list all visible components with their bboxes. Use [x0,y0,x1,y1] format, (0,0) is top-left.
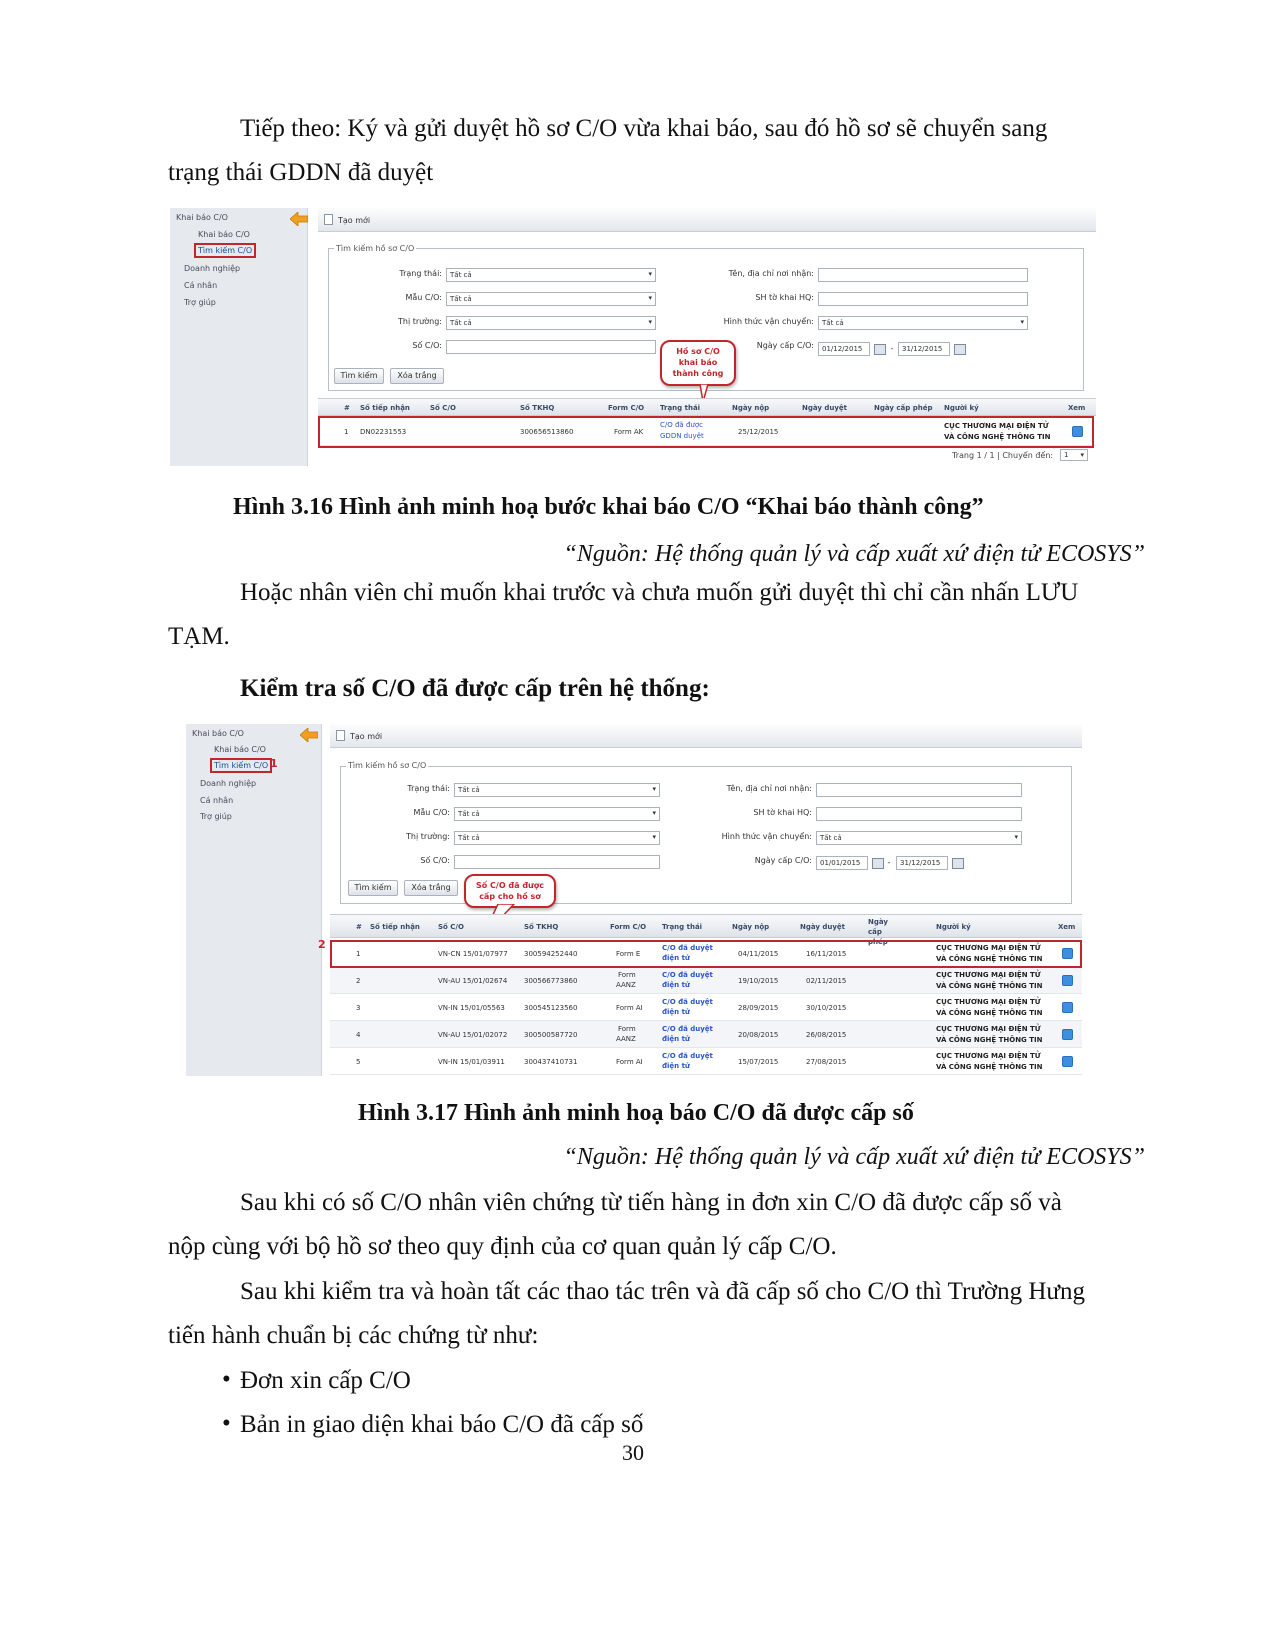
sidebar-item-tro-giup[interactable]: Trợ giúp [184,298,216,307]
table-row[interactable] [330,1021,1082,1048]
row-co-number: VN-IN 15/01/05563 [438,1004,505,1012]
marker-1: 1 [270,757,278,770]
row-approve-date: 27/08/2015 [806,1058,847,1066]
search-legend: Tìm kiếm hồ sơ C/O [336,244,415,253]
row-signer-1: CỤC THƯƠNG MẠI ĐIỆN TỬ [936,998,1041,1006]
new-document-icon[interactable] [324,214,333,225]
paragraph-2-line-2: TẠM. [168,623,230,650]
row-status-1: C/O đã duyệt [662,1025,713,1033]
date-dash: - [890,344,894,353]
market-select[interactable]: Tất cả ▾ [454,831,660,845]
sidebar-item-khai-bao-group[interactable]: Khai báo C/O [176,213,228,222]
transport-select[interactable]: Tất cả ▾ [816,831,1022,845]
row-submit-date: 15/07/2015 [738,1058,779,1066]
sidebar-item-khai-bao-group[interactable]: Khai báo C/O [192,729,244,738]
row-co-number: VN-CN 15/01/07977 [438,950,508,958]
sidebar-item-khai-bao[interactable]: Khai báo C/O [214,745,266,754]
row-submit-date: 25/12/2015 [738,428,779,436]
date-from-input[interactable]: 01/01/2015 [816,856,868,870]
col-view: Xem [1058,923,1076,931]
col-approve-date[interactable]: Ngày duyệt [800,923,846,931]
customs-input[interactable] [818,292,1028,306]
marker-2: 2 [318,938,326,951]
recipient-label: Tên, địa chỉ nơi nhận: [726,784,812,793]
main-panel [318,208,1096,466]
paragraph-4-line-1: Sau khi kiểm tra và hoàn tất các thao tác trên và đã cấp số cho C/O thì Trường Hưng [240,1278,1085,1305]
row-customs: 300566773860 [524,977,578,985]
issue-date-label: Ngày cấp C/O: [756,341,814,350]
calendar-from-icon[interactable] [872,858,884,869]
col-form[interactable]: Form C/O [608,404,645,412]
row-status-2: điện tử [662,1008,690,1016]
customs-input[interactable] [816,807,1022,821]
row-signer-2: VÀ CÔNG NGHỆ THÔNG TIN [936,1009,1043,1017]
row-signer-2: VÀ CÔNG NGHỆ THÔNG TIN [936,1036,1043,1044]
market-select[interactable]: Tất cả ▾ [446,316,656,330]
status-select[interactable]: Tất cả ▾ [454,783,660,797]
row-co-number: VN-AU 15/01/02072 [438,1031,508,1039]
row-form-1: Form [618,1025,636,1033]
bullet-icon: • [222,1366,231,1393]
date-to-input[interactable]: 31/12/2015 [896,856,948,870]
row-num: 1 [356,950,361,958]
row-approve-date: 02/11/2015 [806,977,847,985]
row-signer-1: CỤC THƯƠNG MẠI ĐIỆN TỬ [936,971,1041,979]
row-customs: 300437410731 [524,1058,578,1066]
form-label: Mẫu C/O: [413,808,450,817]
transport-select[interactable]: Tất cả ▾ [818,316,1028,330]
row-form: Form AK [614,428,644,436]
table-row[interactable] [330,994,1082,1021]
row-status-1: C/O đã duyệt [662,944,713,952]
row-num: 5 [356,1058,361,1066]
col-submit-date[interactable]: Ngày nộp [732,404,770,412]
market-label: Thị trường: [406,832,450,841]
market-label: Thị trường: [398,317,442,326]
co-number-label: Số C/O: [420,856,450,865]
sidebar-item-tim-kiem[interactable]: Tìm kiếm C/O [194,243,256,258]
row-signer-1: CỤC THƯƠNG MẠI ĐIỆN TỬ [936,944,1041,952]
date-dash: - [887,858,891,867]
row-receipt: DN02231553 [360,428,407,436]
caption-figure-3-17: Hình 3.17 Hình ảnh minh hoạ báo C/O đã được cấp số [358,1100,914,1126]
callout-issued [464,874,556,908]
status-label: Trạng thái: [399,269,442,278]
col-form[interactable]: Form C/O [610,923,647,931]
clear-button[interactable]: Xóa trắng [390,368,444,384]
search-button[interactable]: Tìm kiếm [334,368,384,384]
callout-success [660,340,736,386]
row-status-2: điện tử [662,954,690,962]
search-legend: Tìm kiếm hồ sơ C/O [348,761,427,770]
col-customs[interactable]: Số TKHQ [520,404,555,412]
col-approve-date[interactable]: Ngày duyệt [802,404,848,412]
row-submit-date: 20/08/2015 [738,1031,779,1039]
status-label: Trạng thái: [407,784,450,793]
row-num: 1 [344,428,349,436]
source-figure-3-17: “Nguồn: Hệ thống quản lý và cấp xuất xứ điện tử ECOSYS” [563,1144,1145,1170]
calendar-from-icon[interactable] [874,344,886,355]
collapse-arrow-icon[interactable] [290,212,308,226]
paragraph-3-line-2: nộp cùng với bộ hồ sơ theo quy định của cơ quan quản lý cấp C/O. [168,1233,837,1260]
col-submit-date[interactable]: Ngày nộp [732,923,770,931]
new-button[interactable]: Tạo mới [350,732,383,741]
row-status-1: C/O đã duyệt [662,998,713,1006]
calendar-to-icon[interactable] [954,344,966,355]
row-signer-2: VÀ CÔNG NGHỆ THÔNG TIN [936,982,1043,990]
row-approve-date: 26/08/2015 [806,1031,847,1039]
date-from-input[interactable]: 01/12/2015 [818,342,870,356]
row-submit-date: 28/09/2015 [738,1004,779,1012]
sidebar-item-ca-nhan[interactable]: Cá nhân [184,281,218,290]
row-signer-2: VÀ CÔNG NGHỆ THÔNG TIN [944,433,1051,441]
paragraph-4-line-2: tiến hành chuẩn bị các chứng từ như: [168,1322,539,1349]
row-status-1: C/O đã được [660,421,703,429]
paragraph-3-line-1: Sau khi có số C/O nhân viên chứng từ tiến hàng in đơn xin C/O đã được cấp số và [240,1189,1062,1216]
callout-line-1: Số C/O đã được [476,881,544,890]
col-co-number[interactable]: Số C/O [430,404,456,412]
col-status[interactable]: Trạng thái [660,404,701,412]
view-icon[interactable] [1062,1056,1073,1067]
col-license-date[interactable]: Ngày cấp phép [874,404,933,412]
results-header [318,398,1096,416]
callout-line-2: cấp cho hồ sơ [479,892,541,901]
table-row[interactable] [330,967,1082,994]
callout-line-3: thành công [672,369,724,378]
row-signer-1: CỤC THƯƠNG MẠI ĐIỆN TỬ [936,1025,1041,1033]
toolbar [330,724,1082,748]
row-approve-date: 30/10/2015 [806,1004,847,1012]
callout-line-1: Hồ sơ C/O [676,347,720,356]
row-status-2: GDDN duyệt [660,432,704,440]
highlight-box [330,940,1082,968]
col-receipt[interactable]: Số tiếp nhận [360,404,410,412]
view-icon[interactable] [1062,1029,1073,1040]
transport-label: Hình thức vận chuyển: [721,832,812,841]
new-document-icon[interactable] [336,730,345,741]
row-customs: 300656513860 [520,428,574,436]
recipient-label: Tên, địa chỉ nơi nhận: [728,269,814,278]
row-customs: 300594252440 [524,950,578,958]
paragraph-1-line-2: trạng thái GDDN đã duyệt [168,159,434,186]
form-label: Mẫu C/O: [405,293,442,302]
row-form: Form AI [616,1058,643,1066]
view-icon[interactable] [1062,975,1073,986]
col-view: Xem [1068,404,1086,412]
issue-date-label: Ngày cấp C/O: [754,856,812,865]
form-select[interactable]: Tất cả ▾ [454,807,660,821]
transport-label: Hình thức vận chuyển: [723,317,814,326]
col-status[interactable]: Trạng thái [662,923,703,931]
col-co-number[interactable]: Số C/O [438,923,464,931]
search-button[interactable]: Tìm kiếm [348,880,398,896]
sidebar-item-doanh-nghiep[interactable]: Doanh nghiệp [184,264,241,273]
bullet-item-1: Đơn xin cấp C/O [240,1367,411,1394]
page-number: 30 [622,1440,644,1465]
row-status-1: C/O đã duyệt [662,971,713,979]
col-num: # [344,404,350,412]
source-figure-3-16: “Nguồn: Hệ thống quản lý và cấp xuất xứ điện tử ECOSYS” [563,541,1145,567]
row-submit-date: 04/11/2015 [738,950,779,958]
row-form: Form E [616,950,641,958]
col-signer[interactable]: Người ký [944,404,979,412]
col-customs[interactable]: Số TKHQ [524,923,559,931]
row-submit-date: 19/10/2015 [738,977,779,985]
row-approve-date: 16/11/2015 [806,950,847,958]
pager-label: Trang 1 / 1 | Chuyển đến: [952,451,1054,460]
row-signer-2: VÀ CÔNG NGHỆ THÔNG TIN [936,955,1043,963]
table-row[interactable] [330,1048,1082,1075]
calendar-to-icon[interactable] [952,858,964,869]
new-button[interactable]: Tạo mới [338,216,371,225]
col-license-date[interactable]: Ngày cấp phép [868,918,888,946]
customs-label: SH tờ khai HQ: [755,293,814,302]
co-number-label: Số C/O: [412,341,442,350]
figure-1-screenshot [170,208,1096,466]
caption-figure-3-16: Hình 3.16 Hình ảnh minh hoạ bước khai báo C/O “Khai báo thành công” [233,494,984,520]
customs-label: SH tờ khai HQ: [753,808,812,817]
clear-button[interactable]: Xóa trắng [404,880,458,896]
col-receipt[interactable]: Số tiếp nhận [370,923,420,931]
row-status-1: C/O đã duyệt [662,1052,713,1060]
paragraph-1-line-1: Tiếp theo: Ký và gửi duyệt hồ sơ C/O vừa khai báo, sau đó hồ sơ sẽ chuyển sang [240,115,1048,142]
row-signer-1: CỤC THƯƠNG MẠI ĐIỆN TỬ [936,1052,1041,1060]
co-number-input[interactable] [454,855,660,869]
co-number-input[interactable] [446,340,656,354]
recipient-input[interactable] [818,268,1028,282]
callout-line-2: khai báo [678,358,718,367]
row-co-number: VN-IN 15/01/03911 [438,1058,505,1066]
row-status-2: điện tử [662,981,690,989]
recipient-input[interactable] [816,783,1022,797]
sidebar [170,208,308,466]
sidebar-item-khai-bao[interactable]: Khai báo C/O [198,230,250,239]
collapse-arrow-icon[interactable] [300,728,318,742]
row-status-2: điện tử [662,1035,690,1043]
highlight-box [318,416,1094,448]
figure-2-screenshot [186,724,1082,1076]
row-form: Form AI [616,1004,643,1012]
section-heading: Kiểm tra số C/O đã được cấp trên hệ thống: [240,675,710,702]
row-customs: 300545123560 [524,1004,578,1012]
row-num: 4 [356,1031,361,1039]
col-signer[interactable]: Người ký [936,923,971,931]
main-panel [330,724,1082,1076]
row-num: 3 [356,1004,361,1012]
status-select[interactable]: Tất cả ▾ [446,268,656,282]
pager-select[interactable]: 1 ▾ [1060,449,1088,461]
bullet-icon: • [222,1410,231,1437]
results-header [330,914,1082,946]
form-select[interactable]: Tất cả ▾ [446,292,656,306]
sidebar-item-doanh-nghiep[interactable]: Doanh nghiệp [200,779,257,788]
sidebar-item-tro-giup[interactable]: Trợ giúp [200,812,232,821]
row-customs: 300500587720 [524,1031,578,1039]
sidebar [186,724,322,1076]
row-form-2: AANZ [616,1035,636,1043]
row-signer-2: VÀ CÔNG NGHỆ THÔNG TIN [936,1063,1043,1071]
row-form-2: AANZ [616,981,636,989]
row-status-2: điện tử [662,1062,690,1070]
toolbar [318,208,1096,232]
date-to-input[interactable]: 31/12/2015 [898,342,950,356]
col-num: # [356,923,362,931]
row-num: 2 [356,977,361,985]
paragraph-2-line-1: Hoặc nhân viên chỉ muốn khai trước và chưa muốn gửi duyệt thì chỉ cần nhấn LƯU [240,579,1079,606]
sidebar-item-ca-nhan[interactable]: Cá nhân [200,796,234,805]
row-form-1: Form [618,971,636,979]
row-signer-1: CỤC THƯƠNG MẠI ĐIỆN TỬ [944,422,1049,430]
bullet-item-2: Bản in giao diện khai báo C/O đã cấp số [240,1411,644,1438]
row-co-number: VN-AU 15/01/02674 [438,977,508,985]
view-icon[interactable] [1062,1002,1073,1013]
sidebar-item-tim-kiem[interactable]: Tìm kiếm C/O [210,758,272,773]
